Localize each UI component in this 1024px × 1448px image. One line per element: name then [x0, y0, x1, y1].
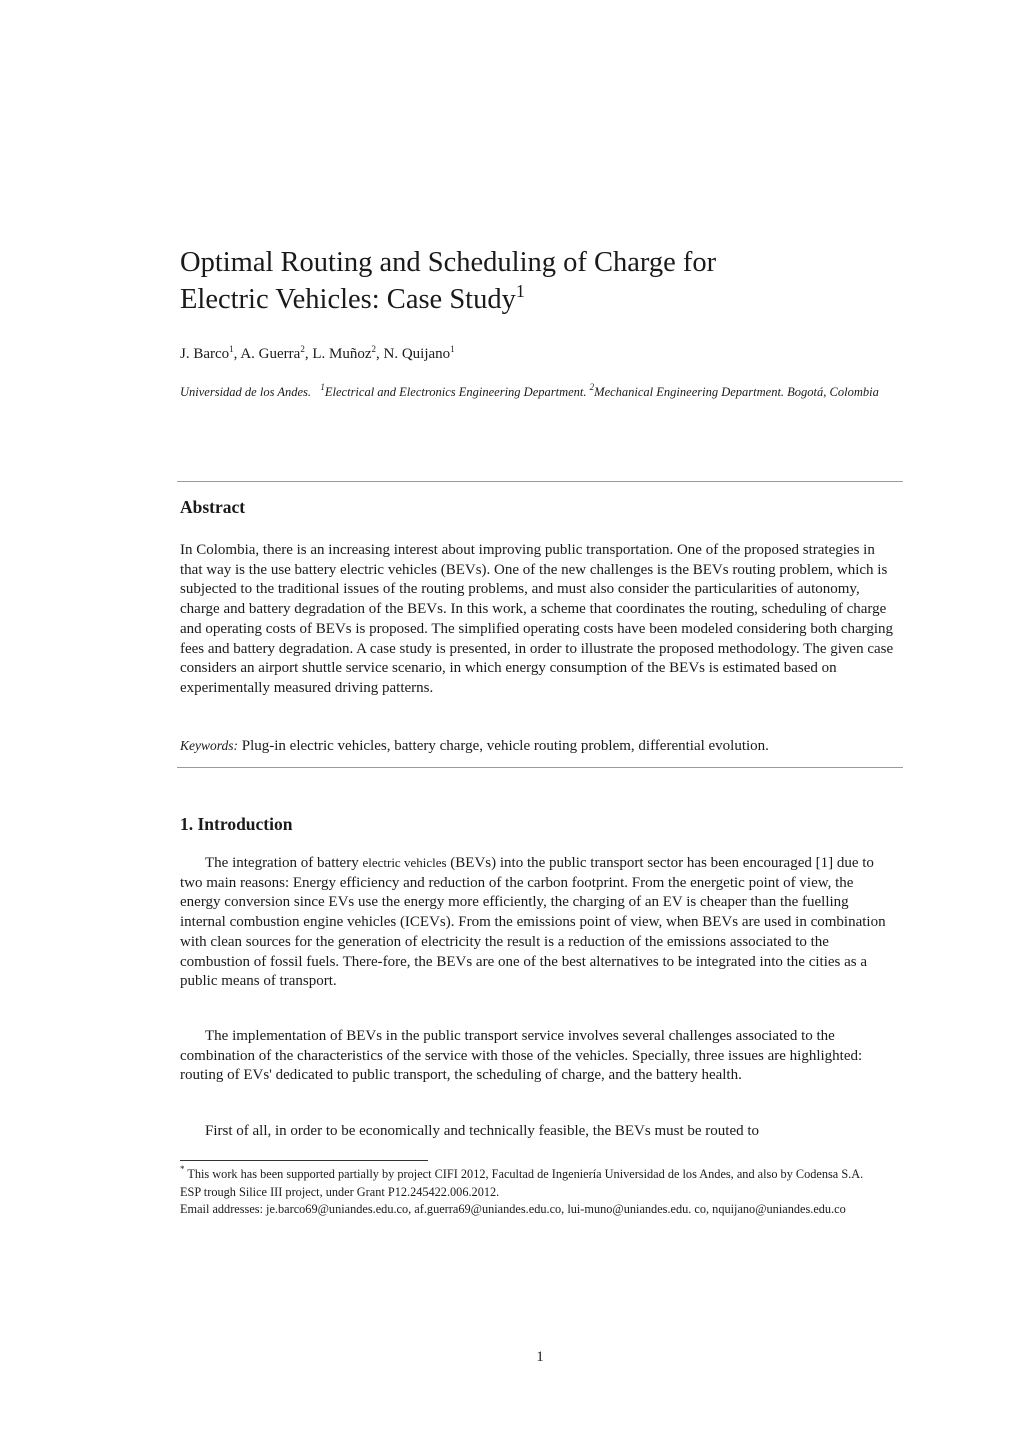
intro-p1-start: The integration of battery: [205, 855, 359, 871]
abstract-top-rule: [177, 481, 903, 482]
footnote: [180, 1166, 880, 1219]
keywords-label: Keywords:: [180, 738, 238, 753]
keywords: [180, 736, 900, 756]
title-footnote-marker: 1: [515, 281, 525, 301]
affiliation-marker: 2: [589, 382, 595, 392]
title-line-1: Optimal Routing and Scheduling of Charge for: [180, 247, 717, 278]
author-affiliation-marker: 2: [300, 344, 305, 354]
footnote-funding: This work has been supported partially by project CIFI 2012, Facultad de Ingeniería Universidad de los Andes, and also by Codensa S.A. ESP trough Silice III project, under Grant P12.245422.006.2012.: [180, 1167, 864, 1199]
intro-paragraph-1: [180, 853, 888, 992]
affiliation-university: Universidad de los Andes.: [180, 385, 312, 399]
footnote-emails: Email addresses: je.barco69@uniandes.edu.co, af.guerra69@uniandes.edu.co, lui-muno@uniandes.edu. co, nquijano@uniandes.edu.co: [180, 1202, 846, 1216]
intro-p1-small-text: electric vehicles: [362, 855, 447, 870]
title-line-2: Electric Vehicles: Case Study: [180, 284, 516, 315]
abstract-text: In Colombia, there is an increasing interest about improving public transportation. One of the proposed strategies in that way is the use battery electric vehicles (BEVs). One of the new challenges is the BEVs routing problem, which is subjected to the traditional issues of the routing problems, and must also consider the particularities of autonomy, charge and battery degradation of the BEVs. In this work, a scheme that coordinates the routing, scheduling of charge and operating costs of BEVs is proposed. The simplified operating costs have been modeled considering both charging fees and battery degradation. A case study is presented, in order to illustrate the proposed methodology. The given case considers an airport shuttle service scenario, in which energy consumption of the BEVs is estimated based on experimentally measured driving patterns.: [180, 542, 894, 696]
affiliation-marker: 1: [320, 382, 325, 392]
intro-paragraph-3: First of all, in order to be economically and technically feasible, the BEVs must be routed to: [205, 1123, 760, 1139]
abstract-bottom-rule: [177, 767, 903, 768]
author-affiliation-marker: 1: [450, 344, 455, 354]
intro-paragraph-2: The implementation of BEVs in the public transport service involves several challenges associated to the combination of the characteristics of the service with those of the vehicles. Specially, three issues are highlighted: routing of EVs' dedicated to public transport, the scheduling of charge, and the battery health.: [180, 1028, 863, 1084]
footnote-marker: *: [180, 1164, 185, 1174]
footnote-separator: [180, 1160, 428, 1161]
section-heading-introduction: 1. Introduction: [180, 814, 293, 834]
author-name: N. Quijano: [383, 346, 451, 362]
affiliations: [180, 382, 900, 403]
affiliation-dept-2: Mechanical Engineering Department. Bogotá, Colombia: [594, 385, 879, 399]
author-name: A. Guerra: [240, 346, 301, 362]
keywords-text: Plug-in electric vehicles, battery charge, vehicle routing problem, differential evolution.: [241, 738, 769, 754]
author-list: J. Barco$^1$, A. Guerra$^2$, L. Muñoz$^2$, N. Quijano$^1$: [180, 344, 455, 362]
author-name: L. Muñoz: [312, 346, 372, 362]
page-number: 1: [536, 1349, 544, 1365]
paper-title: [180, 244, 940, 318]
intro-p1-rest: (BEVs) into the public transport sector has been encouraged [1] due to two main reasons: Energy efficiency and reduction of the carbon footprint. From the energetic point of view, the energy conversion since EVs use the energy more efficiently, the charging of an EV is cheaper than the fuelling internal combustion engine vehicles (ICEVs). From the emissions point of view, when BEVs are used in combination with clean sources for the generation of electricity the result is a reduction of the emissions associated to the combustion of fossil fuels. There-fore, the BEVs are one of the best alternatives to be integrated into the cities as a public means of transport.: [180, 855, 886, 990]
author-affiliation-marker: 1: [229, 344, 234, 354]
affiliation-dept-1: Electrical and Electronics Engineering Department.: [324, 385, 587, 399]
author-affiliation-marker: 2: [371, 344, 376, 354]
author-name: J. Barco: [180, 346, 230, 362]
abstract-heading: Abstract: [180, 497, 246, 517]
